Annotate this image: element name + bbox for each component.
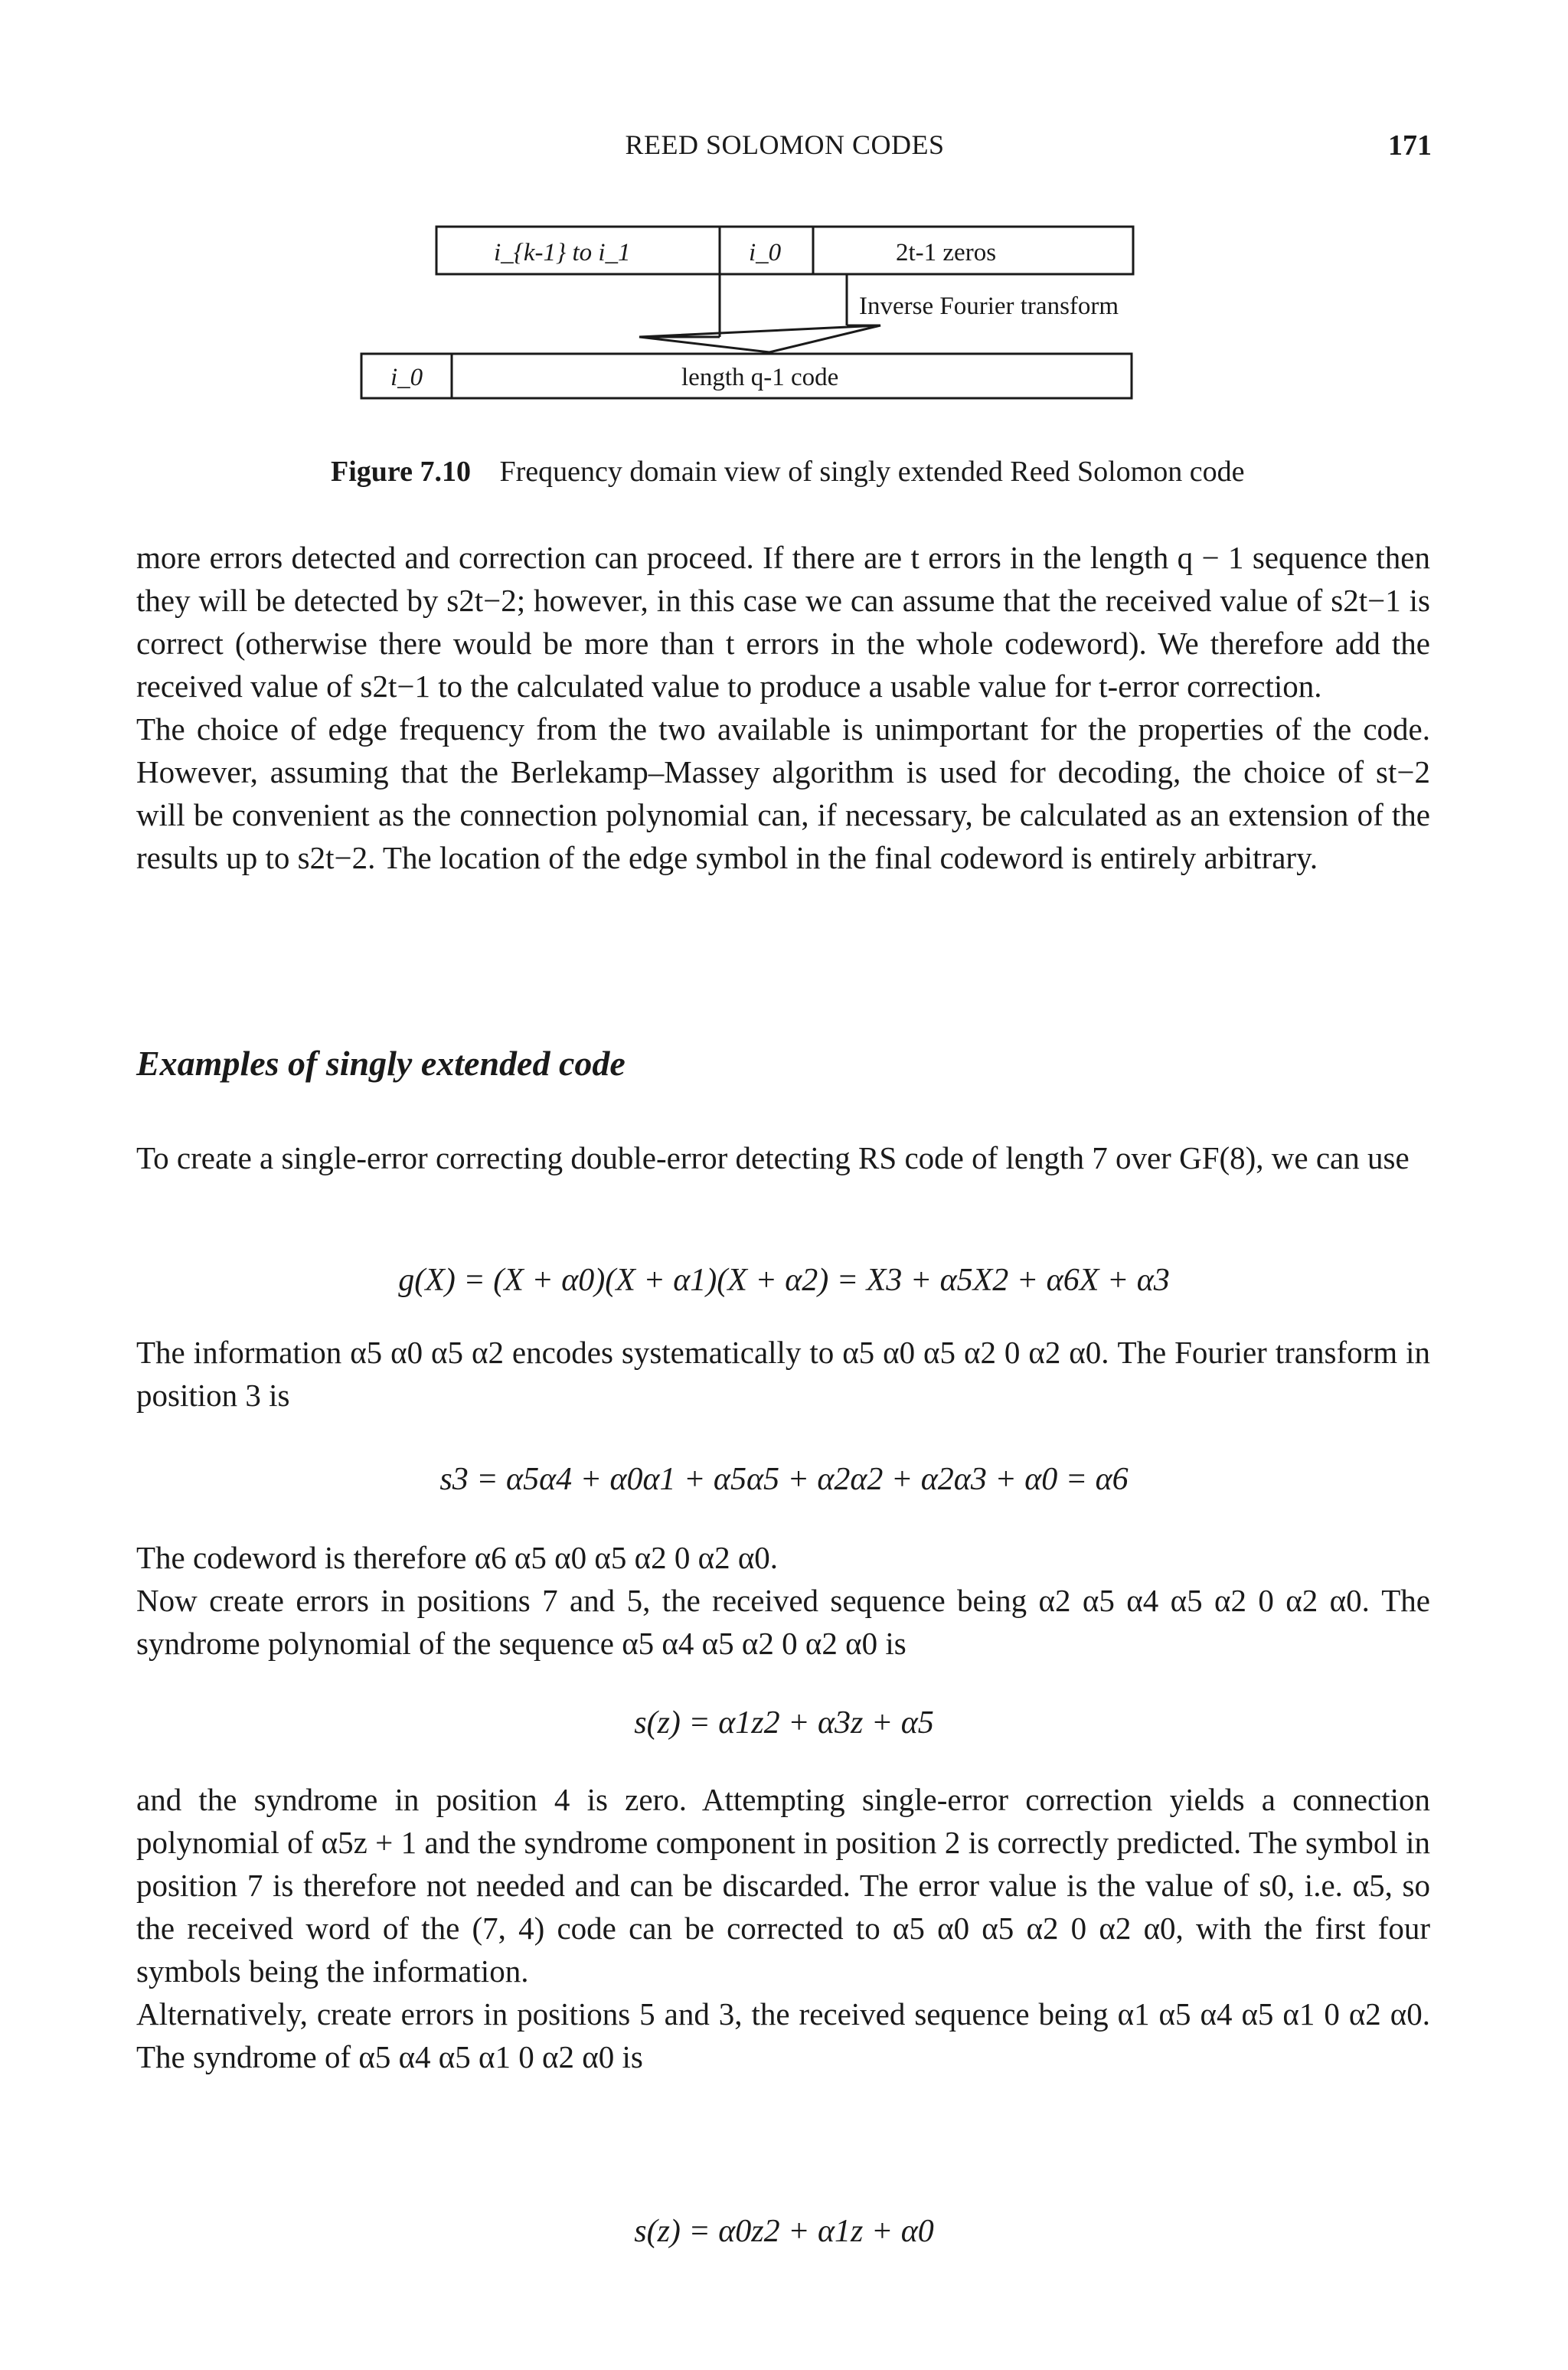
- caption-label: Figure 7.10: [331, 456, 471, 488]
- arrow-head: [639, 325, 880, 352]
- label-i0-bottom: i_0: [390, 364, 423, 391]
- label-info: i_{k-1} to i_1: [494, 239, 631, 266]
- paragraph: Alternatively, create errors in positions 5 and 3, the received sequence being α1 α5 α4 α5 α1 0 α2 α0. The syndrome of α5 α4 α5 α1 0 α2 α0 is: [136, 1996, 1430, 2074]
- label-i0-top: i_0: [749, 239, 782, 266]
- paragraph: The codeword is therefore α6 α5 α0 α5 α2 0 α2 α0.: [136, 1540, 779, 1575]
- equation-1: g(X) = (X + α0)(X + α1)(X + α2) = X3 + α5X2 + α6X + α3: [398, 1263, 1170, 1298]
- equation-3: s(z) = α1z2 + α3z + α5: [634, 1705, 934, 1741]
- running-title: REED SOLOMON CODES: [625, 129, 945, 160]
- text-block-1: [136, 536, 1430, 879]
- equation-2: s3 = α5α4 + α0α1 + α5α5 + α2α2 + α2α3 + α0 = α6: [439, 1462, 1129, 1497]
- equation-4: s(z) = α0z2 + α1z + α0: [634, 2214, 934, 2249]
- text-block-3: [136, 1331, 1430, 1417]
- paragraph: To create a single-error correcting double-error detecting RS code of length 7 over GF(8), we can use: [136, 1140, 1410, 1175]
- section-heading: Examples of singly extended code: [136, 1044, 626, 1083]
- text-block-4: [136, 1536, 1430, 1665]
- paragraph: The information α5 α0 α5 α2 encodes systematically to α5 α0 α5 α2 0 α2 α0. The Fourier transform in position 3 is: [136, 1335, 1430, 1413]
- text-block-5: [136, 1778, 1430, 2078]
- figure-diagram: [0, 0, 1568, 429]
- paragraph: Now create errors in positions 7 and 5, the received sequence being α2 α5 α4 α5 α2 0 α2 α0. The syndrome polynomial of the sequence α5 α4 α5 α2 0 α2 α0 is: [136, 1583, 1430, 1661]
- label-zeros: 2t-1 zeros: [896, 239, 997, 266]
- text-block-2: [136, 1136, 1430, 1179]
- label-transform: Inverse Fourier transform: [859, 293, 1119, 320]
- figure-caption: [331, 455, 1244, 489]
- paragraph: and the syndrome in position 4 is zero. Attempting single-error correction yields a connection polynomial of α5z + 1 and the syndrome component in position 2 is correctly predicted. The symbol in position 7 is therefore not needed and can be discarded. The error value is the value of s0, i.e. α5, so the received word of the (7, 4) code can be corrected to α5 α0 α5 α2 0 α2 α0, with the first four symbols being the information.: [136, 1782, 1430, 1989]
- paragraph: more errors detected and correction can proceed. If there are t errors in the length q − 1 sequence then they will be detected by s2t−2; however, in this case we can assume that the received value of s2t−1 is correct (otherwise there would be more than t errors in the whole codeword). We therefore add the received value of s2t−1 to the calculated value to produce a usable value for t-error correction.: [136, 540, 1430, 704]
- page-number: 171: [1388, 129, 1432, 162]
- label-code: length q-1 code: [681, 364, 839, 391]
- paragraph: The choice of edge frequency from the two available is unimportant for the properties of the code. However, assuming that the Berlekamp–Massey algorithm is used for decoding, the choice of st−2 will be convenient as the connection polynomial can, if necessary, be calculated as an extension of the results up to s2t−2. The location of the edge symbol in the final codeword is entirely arbitrary.: [136, 711, 1430, 875]
- caption-text: Frequency domain view of singly extended Reed Solomon code: [499, 456, 1245, 488]
